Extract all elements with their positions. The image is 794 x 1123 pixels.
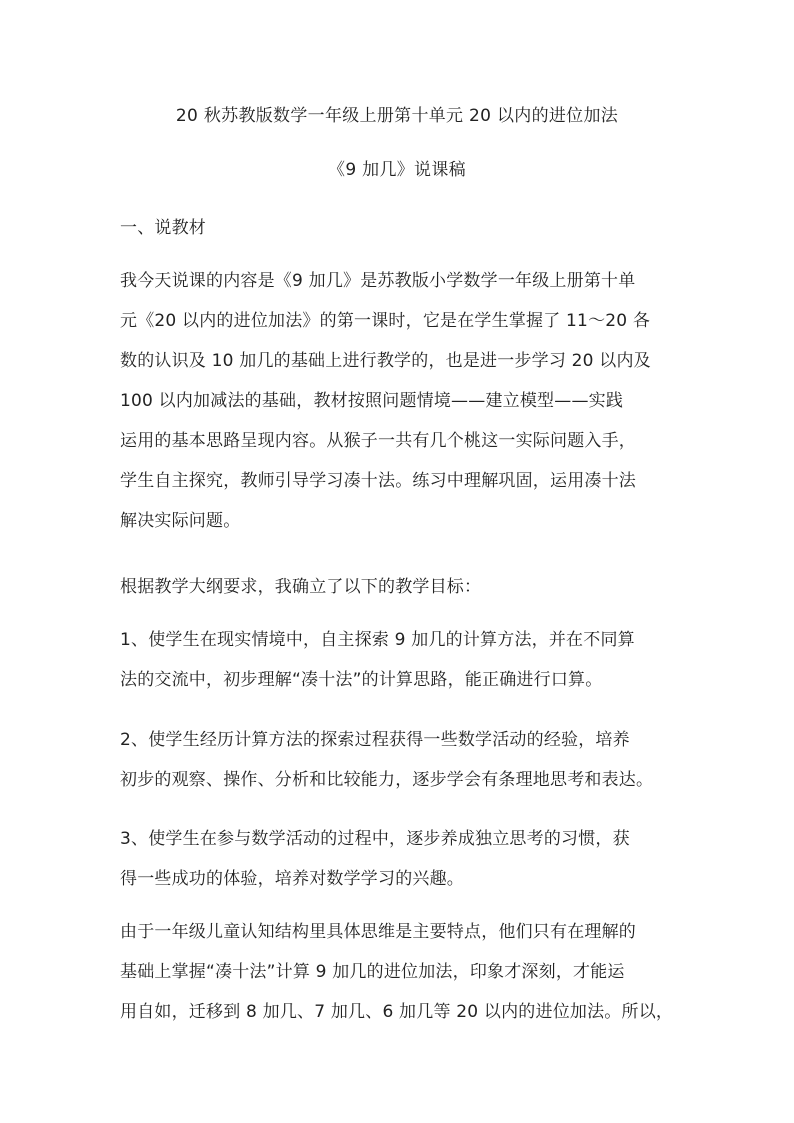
document-title: 20 秋苏教版数学一年级上册第十单元 20 以内的进位加法 bbox=[175, 106, 619, 126]
text-line: 基础上掌握“凑十法”计算 9 加几的进位加法，印象才深刻，才能运 bbox=[120, 962, 625, 982]
text-line: 初步的观察、操作、分析和比较能力，逐步学会有条理地思考和表达。 bbox=[120, 770, 654, 790]
text-line: 解决实际问题。 bbox=[120, 511, 241, 531]
goal-item-1 bbox=[120, 620, 680, 700]
text-line: 3、使学生在参与数学活动的过程中，逐步养成独立思考的习惯，获 bbox=[120, 829, 630, 849]
section-heading bbox=[120, 208, 680, 248]
text-line: 元《20 以内的进位加法》的第一课时，它是在学生掌握了 11～20 各 bbox=[120, 311, 651, 331]
document-subtitle: 《9 加几》说课稿 bbox=[328, 160, 466, 180]
paragraph-goals-intro bbox=[120, 567, 680, 607]
section-heading-text: 一、说教材 bbox=[120, 218, 206, 238]
text-line: 数的认识及 10 加几的基础上进行教学的，也是进一步学习 20 以内及 bbox=[120, 351, 651, 371]
text-line: 1、使学生在现实情境中，自主探索 9 加几的计算方法，并在不同算 bbox=[120, 630, 635, 650]
text-line: 得一些成功的体验，培养对数学学习的兴趣。 bbox=[120, 869, 464, 889]
text-line: 学生自主探究，教师引导学习凑十法。练习中理解巩固，运用凑十法 bbox=[120, 471, 636, 491]
paragraph-learning-characteristics bbox=[120, 912, 680, 1032]
goal-item-2 bbox=[120, 720, 680, 800]
text-line: 用自如，迁移到 8 加几、7 加几、6 加几等 20 以内的进位加法。所以， bbox=[120, 1002, 674, 1022]
text-line: 2、使学生经历计算方法的探索过程获得一些数学活动的经验，培养 bbox=[120, 730, 630, 750]
text-line: 运用的基本思路呈现内容。从猴子一共有几个桃这一实际问题入手， bbox=[120, 431, 636, 451]
text-line: 由于一年级儿童认知结构里具体思维是主要特点，他们只有在理解的 bbox=[120, 922, 636, 942]
text-line: 我今天说课的内容是《9 加几》是苏教版小学数学一年级上册第十单 bbox=[120, 271, 636, 291]
text-line: 100 以内加减法的基础，教材按照问题情境——建立模型——实践 bbox=[120, 391, 624, 411]
goal-item-3 bbox=[120, 819, 680, 899]
text-line: 法的交流中，初步理解“凑十法”的计算思路，能正确进行口算。 bbox=[120, 670, 603, 690]
paragraph-textbook-intro bbox=[120, 261, 680, 541]
text-line: 根据教学大纲要求，我确立了以下的教学目标： bbox=[120, 577, 482, 597]
